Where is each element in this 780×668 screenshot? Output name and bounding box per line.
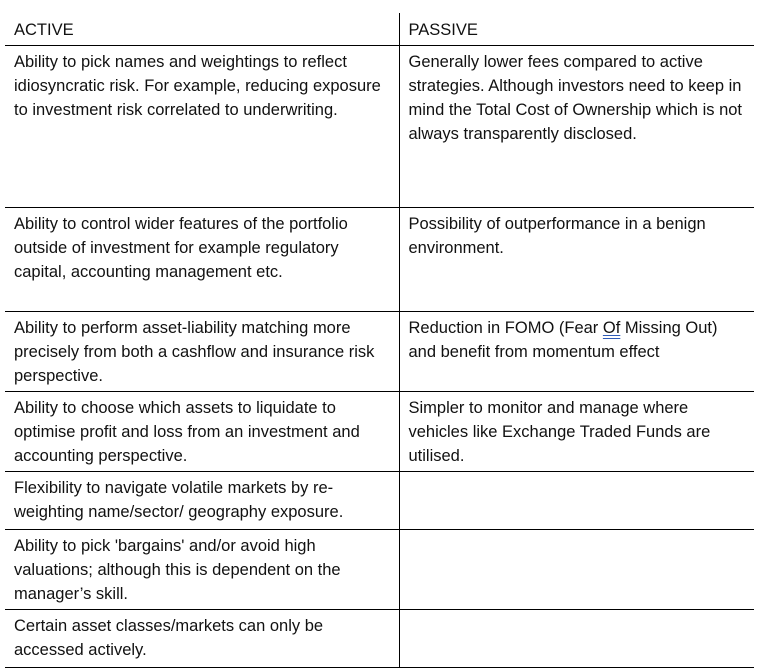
passive-cell-empty	[399, 610, 754, 668]
active-cell: Flexibility to navigate volatile markets by re-weighting name/sector/ geography exposure.	[5, 472, 399, 530]
proofing-underlined-word: Of	[602, 319, 621, 337]
passive-text-start: Reduction in FOMO (Fear	[408, 319, 603, 337]
passive-cell-empty	[399, 530, 754, 610]
table-row	[5, 610, 754, 668]
header-passive: PASSIVE	[399, 13, 754, 46]
table-row	[5, 46, 754, 208]
passive-cell-empty	[399, 472, 754, 530]
active-cell: Ability to choose which assets to liquidate to optimise profit and loss from an investment and accounting perspective.	[5, 392, 399, 472]
table-row	[5, 530, 754, 610]
active-cell: Ability to control wider features of the portfolio outside of investment for example regulatory capital, accounting management etc.	[5, 208, 399, 312]
active-cell: Ability to perform asset-liability matching more precisely from both a cashflow and insurance risk perspective.	[5, 312, 399, 392]
active-cell: Ability to pick names and weightings to reflect idiosyncratic risk. For example, reducing exposure to investment risk correlated to underwriting.	[5, 46, 399, 208]
table-row	[5, 472, 754, 530]
table-row	[5, 208, 754, 312]
passive-cell: Simpler to monitor and manage where vehicles like Exchange Traded Funds are utilised.	[399, 392, 754, 472]
active-cell: Certain asset classes/markets can only be accessed actively.	[5, 610, 399, 668]
passive-cell: Generally lower fees compared to active strategies. Although investors need to keep in mind the Total Cost of Ownership which is not always transparently disclosed.	[399, 46, 754, 208]
active-passive-comparison-table	[5, 13, 754, 668]
table-row	[5, 392, 754, 472]
header-active: ACTIVE	[5, 13, 399, 46]
active-cell: Ability to pick 'bargains' and/or avoid high valuations; although this is dependent on the manager’s skill.	[5, 530, 399, 610]
passive-text-end: Missing Out) and benefit from momentum effect	[408, 319, 718, 361]
table-row	[5, 312, 754, 392]
header-row	[5, 13, 754, 46]
passive-cell: Possibility of outperformance in a benign environment.	[399, 208, 754, 312]
passive-cell	[399, 312, 754, 392]
